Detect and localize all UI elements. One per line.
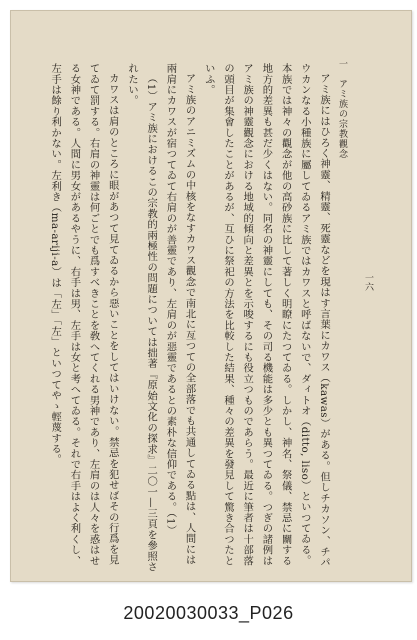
- body-text: [33, 63, 333, 573]
- running-header: 一 アミ族の宗教觀念: [337, 59, 347, 159]
- page-number: 一六: [363, 273, 373, 291]
- document-page: [10, 10, 412, 582]
- paragraph-3: カワスは肩のところに眼があつて見てゐるから惡いことをしてはいけない。禁忌を犯せばその行爲を見てゐて罰する。右肩の神靈は何ごとでも爲すべきことを敎へてくれる男神であり、左肩のは人々を惑はせる女神である。人間に男女があるやうに、右手は男、左手は女と考へてゐる。それで右手はよく利くし、左手は餘り利かない。左利き（ma-ariji-a）は「左」「左」といつてやゝ輕蔑する。: [49, 63, 119, 566]
- paragraph-2: アミ族のアニミズムの中核をなすカワス觀念で南北に亙つての全部落でも共通してゐる點は、人間には兩肩にカワスが宿つてゐて右肩のが善靈であり、左肩のが惡靈であるとの素朴な信仰である。（1）: [164, 63, 196, 566]
- paragraph-1: アミ族にはひろく神靈、精靈、死靈などを現はす言葉にカワス（kawas）がある。但しチカソン、チパウカンなる小種族に屬してゐるアミ族ではカワスと呼ばないで、ダィトオ（ditto, liso）といつてゐる。本族では神々の觀念が他の高砂族に比して著しく明瞭にたつてゐる。しかし、神名、祭儀、禁忌に關する地方的差異も甚だ少くはない。同名の神靈にしても、その司る機能は多少とも異つてゐる。つぎの諸例はアミ族の神靈觀念における地域的傾向と差異とを示唆するにも役立つものであらう。最近に筆者は十部落の頭目が集會したことがあるが、互ひに祭祀の方法を比較した結果、種々の差異を發見して驚き合つたといふ。: [202, 63, 330, 569]
- footnote: （1）アミ族におけるこの宗教的兩極性の問題については拙著『原始文化の探求』二〇一—三頁を參照されたい。: [125, 63, 158, 573]
- image-caption: 20020030033_P026: [123, 603, 294, 623]
